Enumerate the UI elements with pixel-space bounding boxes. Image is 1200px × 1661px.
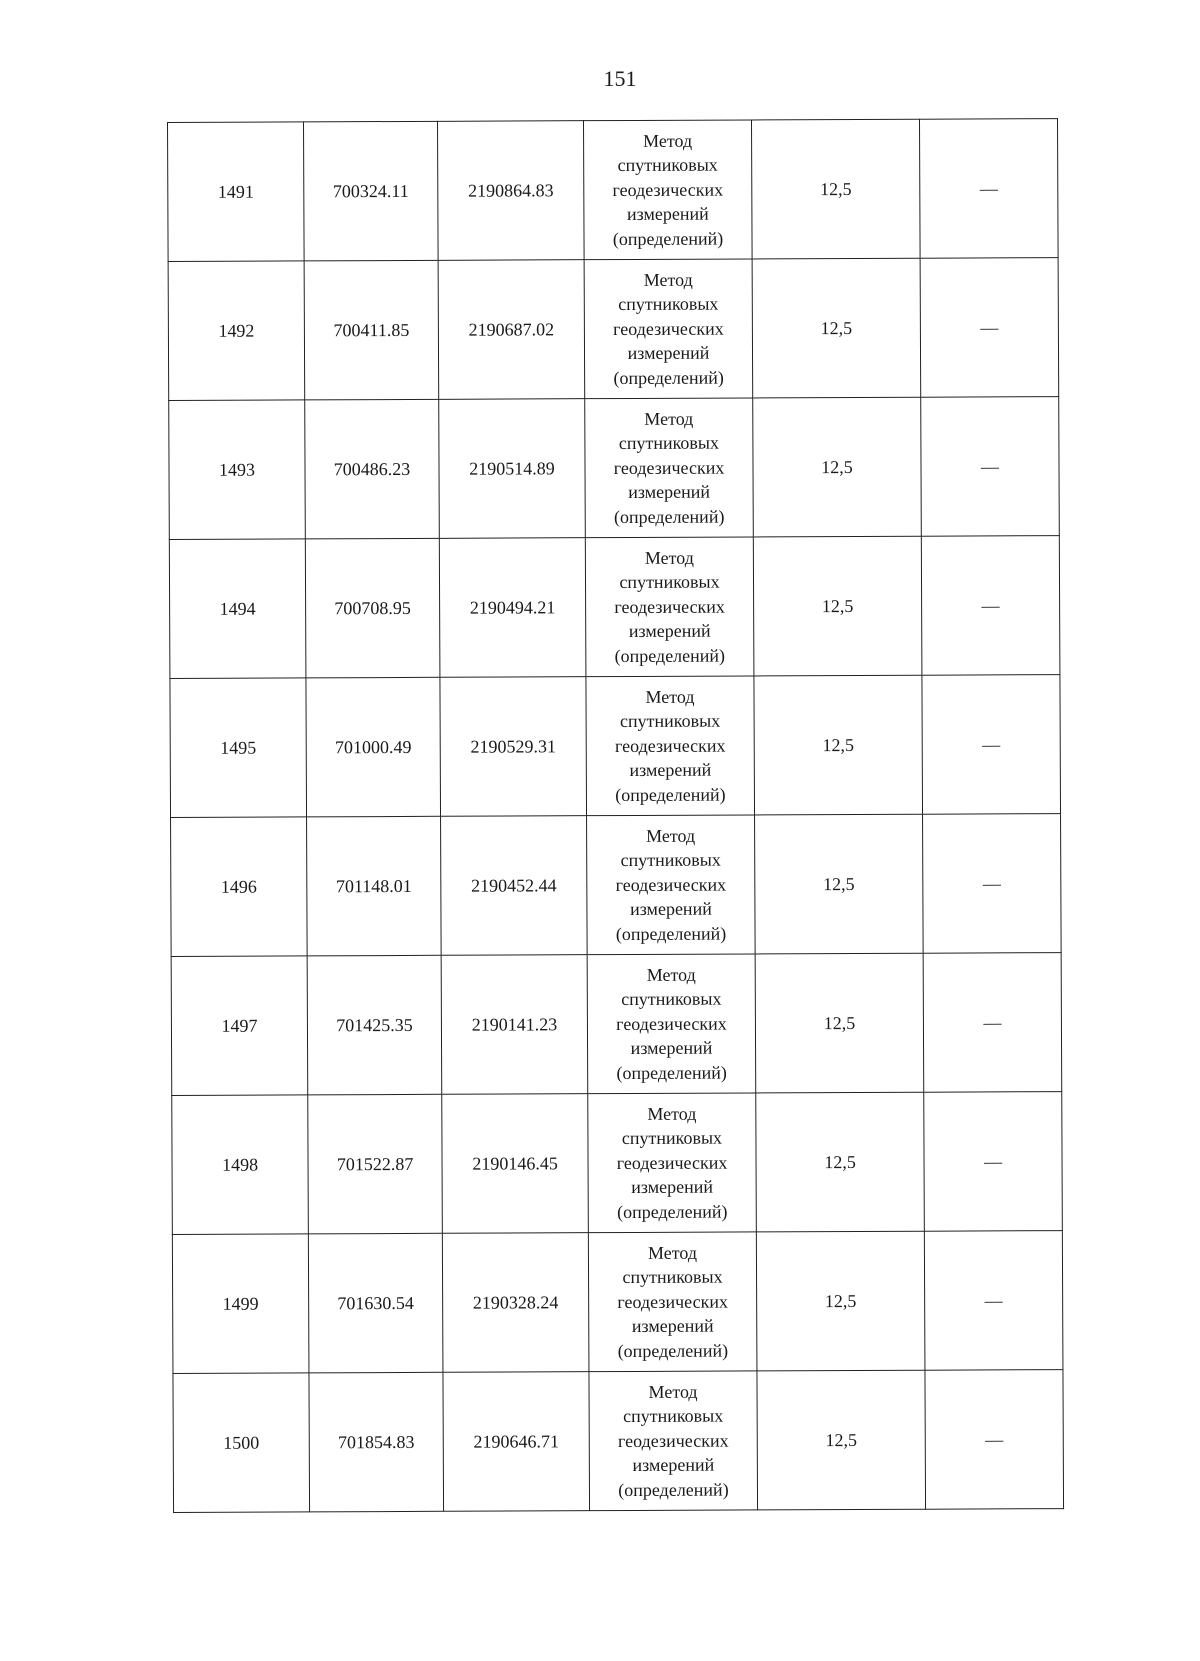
y-coordinate-cell: 2190529.31: [440, 677, 587, 817]
coordinates-table: [167, 118, 1064, 1513]
x-coordinate-cell: 700486.23: [305, 399, 440, 539]
dash-mark: —: [983, 1011, 1002, 1032]
method-cell: [589, 1371, 758, 1511]
dash-mark: —: [982, 872, 1001, 893]
point-number-cell: 1491: [168, 122, 305, 262]
method-line: Метод: [646, 964, 696, 985]
method-line: измерений: [630, 898, 712, 920]
extra-cell: [924, 1231, 1063, 1371]
table-body: [168, 119, 1064, 1513]
method-line: Метод: [648, 1381, 698, 1402]
method-line: Метод: [643, 269, 693, 290]
method-line: измерений: [630, 1037, 713, 1059]
method-line: Метод: [646, 825, 696, 846]
method-line: (определений): [617, 1340, 729, 1361]
method-line: (определений): [617, 1201, 728, 1222]
table-row: [169, 536, 1060, 679]
dash-mark: —: [982, 733, 1001, 754]
method-line: Метод: [644, 547, 694, 568]
y-coordinate-cell: 2190646.71: [443, 1372, 590, 1512]
method-cell: [585, 398, 754, 538]
y-coordinate-cell: 2190452.44: [441, 816, 588, 956]
method-line: (определений): [612, 228, 724, 249]
point-number-cell: 1496: [171, 817, 308, 957]
dash-mark: —: [980, 455, 1000, 476]
accuracy-cell: 12,5: [751, 119, 920, 259]
method-line: спутниковых: [618, 293, 719, 315]
dash-mark: —: [980, 316, 999, 337]
extra-cell: [920, 258, 1059, 398]
y-coordinate-cell: 2190328.24: [442, 1233, 589, 1373]
method-cell: [585, 537, 754, 677]
accuracy-cell: 12,5: [755, 953, 924, 1093]
method-line: (определений): [616, 1062, 727, 1083]
method-line: спутниковых: [620, 849, 721, 871]
x-coordinate-cell: 700708.95: [305, 538, 440, 678]
table-row: [168, 258, 1059, 401]
method-line: измерений: [631, 1176, 714, 1198]
method-line: геодезических: [613, 318, 724, 339]
point-number-cell: 1499: [172, 1234, 309, 1374]
method-line: геодезических: [616, 1013, 727, 1034]
y-coordinate-cell: 2190494.21: [439, 538, 586, 678]
method-line: спутниковых: [621, 988, 722, 1010]
method-line: измерений: [627, 342, 710, 364]
point-number-cell: 1493: [169, 400, 306, 540]
y-coordinate-cell: 2190146.45: [442, 1094, 589, 1234]
method-cell: [583, 120, 752, 260]
dash-mark: —: [984, 1289, 1003, 1310]
y-coordinate-cell: 2190141.23: [441, 955, 588, 1095]
accuracy-cell: 12,5: [753, 536, 922, 676]
method-cell: [587, 954, 756, 1094]
point-number-cell: 1498: [172, 1095, 309, 1235]
x-coordinate-cell: 701854.83: [309, 1372, 444, 1512]
table-row: [168, 119, 1059, 262]
y-coordinate-cell: 2190687.02: [438, 260, 585, 400]
method-line: геодезических: [614, 735, 726, 756]
method-line: геодезических: [617, 1291, 728, 1312]
dash-mark: —: [981, 594, 1000, 615]
table-row: [169, 397, 1060, 540]
point-number-cell: 1500: [173, 1373, 310, 1513]
method-line: измерений: [632, 1454, 715, 1476]
extra-cell: [923, 814, 1062, 954]
method-line: геодезических: [617, 1430, 729, 1451]
point-number-cell: 1494: [169, 539, 306, 679]
x-coordinate-cell: 700411.85: [304, 260, 439, 400]
method-line: спутниковых: [621, 1127, 723, 1149]
x-coordinate-cell: 701425.35: [307, 955, 442, 1095]
dash-mark: —: [985, 1428, 1004, 1449]
point-number-cell: 1497: [171, 956, 308, 1096]
accuracy-cell: 12,5: [757, 1370, 926, 1510]
method-line: (определений): [618, 1479, 729, 1500]
method-line: измерений: [631, 1315, 714, 1337]
method-line: (определений): [613, 506, 725, 527]
coordinates-table-container: [167, 122, 1057, 1513]
method-line: спутниковых: [623, 1405, 724, 1427]
extra-cell: [924, 1092, 1063, 1232]
method-line: измерений: [628, 481, 711, 503]
method-cell: [588, 1232, 757, 1372]
table-row: [173, 1370, 1064, 1513]
point-number-cell: 1492: [168, 261, 305, 401]
method-line: спутниковых: [618, 432, 720, 454]
method-cell: [588, 1093, 757, 1233]
accuracy-cell: 12,5: [755, 814, 924, 954]
method-line: (определений): [615, 923, 727, 944]
method-line: измерений: [629, 759, 712, 781]
method-line: Метод: [647, 1103, 697, 1124]
point-number-cell: 1495: [170, 678, 307, 818]
x-coordinate-cell: 701148.01: [307, 816, 442, 956]
extra-cell: [921, 536, 1060, 676]
method-line: Метод: [643, 130, 693, 151]
accuracy-cell: 12,5: [756, 1092, 925, 1232]
table-row: [171, 814, 1062, 957]
extra-cell: [923, 953, 1062, 1093]
method-cell: [587, 815, 756, 955]
method-line: спутниковых: [622, 1266, 723, 1288]
method-line: Метод: [645, 686, 695, 707]
x-coordinate-cell: 701522.87: [308, 1094, 443, 1234]
method-line: измерений: [628, 620, 711, 642]
method-line: Метод: [644, 408, 694, 429]
method-line: геодезических: [614, 596, 725, 617]
extra-cell: [925, 1370, 1064, 1510]
method-line: спутниковых: [619, 710, 721, 732]
method-line: спутниковых: [619, 571, 720, 593]
table-row: [170, 675, 1061, 818]
y-coordinate-cell: 2190514.89: [439, 399, 586, 539]
method-line: (определений): [613, 367, 724, 388]
accuracy-cell: 12,5: [753, 397, 922, 537]
method-line: спутниковых: [617, 154, 718, 176]
dash-mark: —: [983, 1150, 1003, 1171]
table-row: [172, 1231, 1063, 1374]
page-number: 151: [603, 66, 637, 91]
x-coordinate-cell: 701630.54: [308, 1233, 443, 1373]
method-cell: [586, 676, 755, 816]
method-cell: [584, 259, 753, 399]
method-line: геодезических: [612, 179, 724, 200]
table-row: [171, 953, 1062, 1096]
x-coordinate-cell: 701000.49: [306, 677, 441, 817]
accuracy-cell: 12,5: [756, 1231, 925, 1371]
x-coordinate-cell: 700324.11: [304, 121, 439, 261]
method-line: геодезических: [615, 874, 727, 895]
method-line: измерений: [626, 203, 709, 225]
method-line: (определений): [614, 645, 726, 666]
extra-cell: [922, 675, 1061, 815]
extra-cell: [919, 119, 1058, 259]
method-line: Метод: [647, 1242, 697, 1263]
method-line: (определений): [615, 784, 726, 805]
accuracy-cell: 12,5: [752, 258, 921, 398]
method-line: геодезических: [613, 457, 725, 478]
extra-cell: [921, 397, 1060, 537]
dash-mark: —: [979, 177, 998, 198]
accuracy-cell: 12,5: [754, 675, 923, 815]
table-row: [172, 1092, 1063, 1235]
method-line: геодезических: [616, 1152, 728, 1173]
y-coordinate-cell: 2190864.83: [437, 121, 584, 261]
